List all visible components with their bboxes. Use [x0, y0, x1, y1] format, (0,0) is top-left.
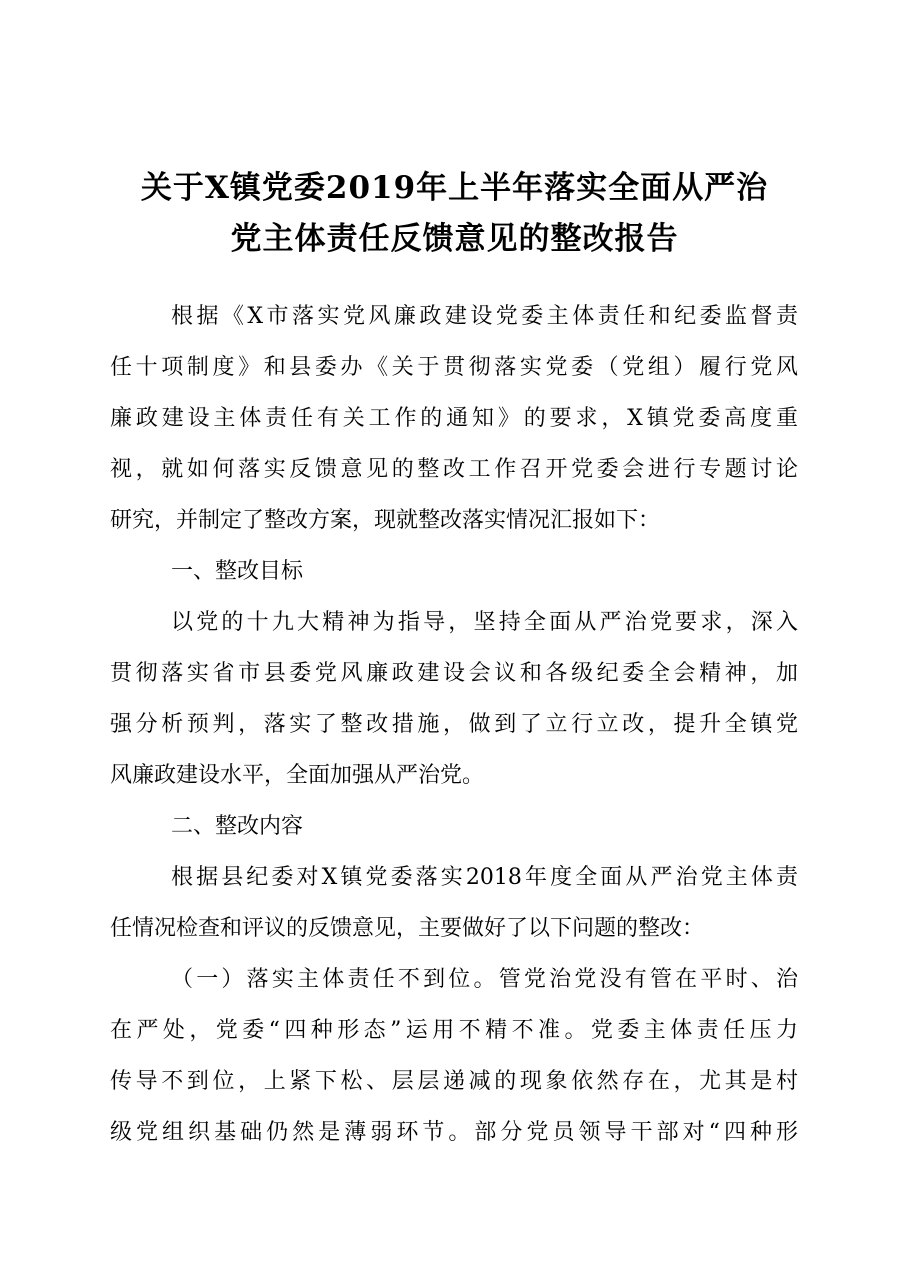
paragraph-1-line-2: 任十项制度》和县委办《关于贯彻落实党委（党组）履行党风 [110, 355, 798, 380]
paragraph-3-line-1: 根据县纪委对X镇党委落实2018年度全面从严治党主体责 [171, 865, 798, 890]
paragraph-4-line-3: 传导不到位，上紧下松、层层递减的现象依然存在，尤其是村 [110, 1069, 798, 1094]
section-heading-2: 二、整改内容 [171, 814, 304, 839]
document-title-line-1: 关于X镇党委2019年上半年落实全面从严治 [140, 170, 769, 206]
paragraph-4-line-2: 在严处，党委“四种形态”运用不精不准。党委主体责任压力 [110, 1018, 798, 1043]
paragraph-4-line-1: （一）落实主体责任不到位。管党治党没有管在平时、治 [171, 967, 798, 992]
paragraph-2-line-1: 以党的十九大精神为指导，坚持全面从严治党要求，深入 [171, 610, 798, 635]
paragraph-1-line-3: 廉政建设主体责任有关工作的通知》的要求，X镇党委高度重 [110, 406, 798, 431]
paragraph-3-line-2: 任情况检查和评议的反馈意见，主要做好了以下问题的整改： [110, 916, 705, 941]
paragraph-1-line-1: 根据《X市落实党风廉政建设党委主体责任和纪委监督责 [171, 304, 798, 329]
paragraph-1-line-5: 研究，并制定了整改方案，现就整改落实情况汇报如下： [110, 508, 661, 533]
paragraph-2-line-4: 风廉政建设水平，全面加强从严治党。 [110, 763, 485, 788]
section-heading-1: 一、整改目标 [171, 559, 304, 584]
paragraph-4-line-4: 级党组织基础仍然是薄弱环节。部分党员领导干部对“四种形 [110, 1120, 798, 1145]
document-title-line-2: 党主体责任反馈意见的整改报告 [230, 221, 679, 257]
paragraph-2-line-3: 强分析预判，落实了整改措施，做到了立行立改，提升全镇党 [110, 712, 798, 737]
paragraph-2-line-2: 贯彻落实省市县委党风廉政建设会议和各级纪委全会精神，加 [110, 661, 798, 686]
paragraph-1-line-4: 视，就如何落实反馈意见的整改工作召开党委会进行专题讨论 [110, 457, 798, 482]
